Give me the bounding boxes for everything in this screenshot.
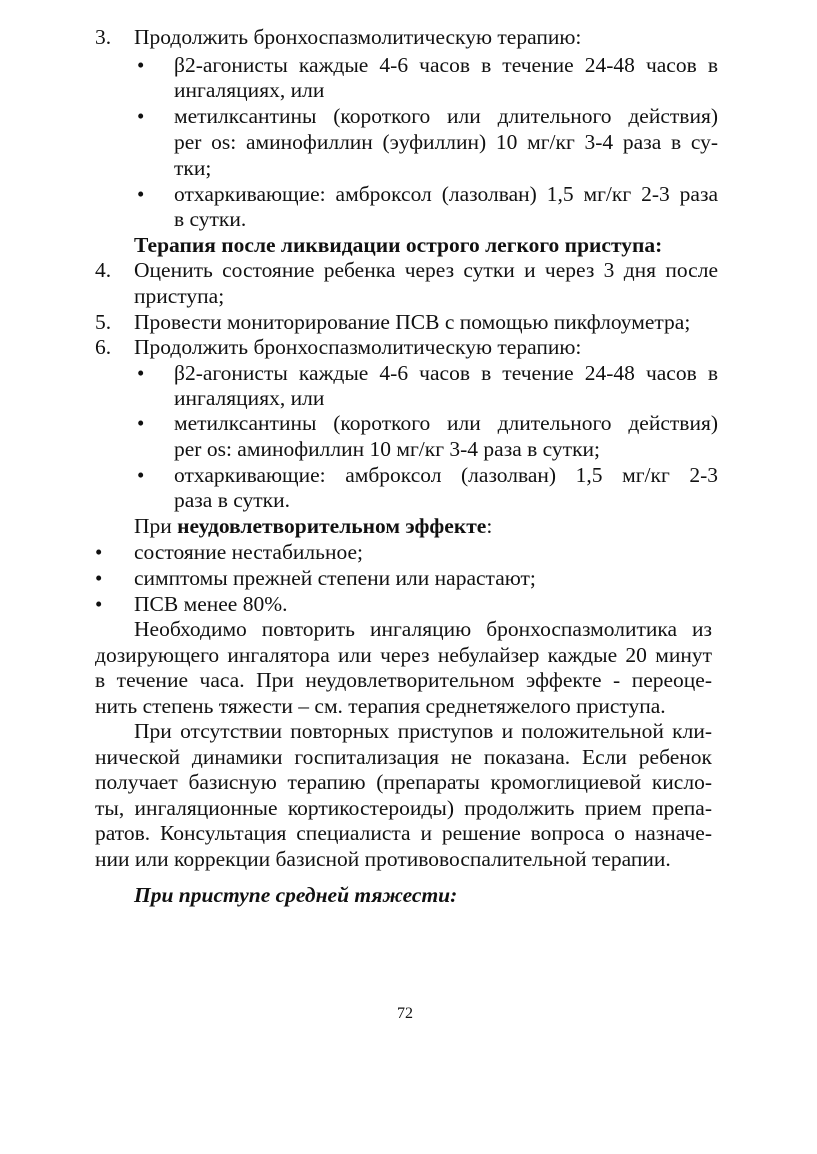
bullet-text: метилксантины (короткого или длительного действия) xyxy=(174,104,718,128)
bullet-mark: • xyxy=(95,540,103,564)
bullet-mark: • xyxy=(137,182,145,206)
paragraph-line: нить степень тяжести – см. терапия среднетяжелого приступа. xyxy=(95,694,666,718)
bullet-text: симптомы прежней степени или нарастают; xyxy=(134,566,536,590)
bullet-text: отхаркивающие: амброксол (лазолван) 1,5 мг/кг 2-3 xyxy=(174,463,718,487)
bullet-mark: • xyxy=(137,463,145,487)
list-item-text: Провести мониторирование ПСВ с помощью пикфлоуметра; xyxy=(134,310,691,334)
paragraph-line: ты, ингаляционные кортикостероиды) продолжить прием препа- xyxy=(95,796,712,820)
bullet-text: тки; xyxy=(174,156,212,180)
bullet-mark: • xyxy=(95,592,103,616)
bullet-text: метилксантины (короткого или длительного действия) xyxy=(174,411,718,435)
list-item-text: Продолжить бронхоспазмолитическую терапию: xyxy=(134,335,582,359)
bullet-mark: • xyxy=(95,566,103,590)
bullet-text: ингаляциях, или xyxy=(174,386,325,410)
paragraph-line: При отсутствии повторных приступов и положительной кли- xyxy=(134,719,712,743)
bullet-mark: • xyxy=(137,104,145,128)
bullet-text: β2-агонисты каждые 4-6 часов в течение 24-48 часов в xyxy=(174,361,718,385)
page-number: 72 xyxy=(397,1005,413,1022)
section-heading: При приступе средней тяжести: xyxy=(134,883,458,907)
bullet-text: per os: аминофиллин (эуфиллин) 10 мг/кг 3-4 раза в су- xyxy=(174,130,718,154)
bullet-mark: • xyxy=(137,411,145,435)
list-number: 4. xyxy=(95,258,112,282)
bullet-text: отхаркивающие: амброксол (лазолван) 1,5 мг/кг 2-3 раза xyxy=(174,182,718,206)
bullet-text: per os: аминофиллин 10 мг/кг 3-4 раза в сутки; xyxy=(174,437,600,461)
paragraph-line: получает базисную терапию (препараты кромоглициевой кисло- xyxy=(95,770,712,794)
bullet-text: в сутки. xyxy=(174,207,247,231)
list-item-text: Продолжить бронхоспазмолитическую терапию: xyxy=(134,25,582,49)
list-item-text: приступа; xyxy=(134,284,225,308)
paragraph-line: Необходимо повторить ингаляцию бронхоспазмолитика из xyxy=(134,617,712,641)
list-number: 3. xyxy=(95,25,112,49)
bullet-mark: • xyxy=(137,53,145,77)
subheading-line xyxy=(134,513,492,539)
bullet-text: ПСВ менее 80%. xyxy=(134,592,288,616)
paragraph-line: в течение часа. При неудовлетворительном эффекте - переоце- xyxy=(95,668,712,692)
subheading-emphasis: неудовлетворительном эффекте xyxy=(177,514,487,538)
paragraph-line: ратов. Консультация специалиста и решение вопроса о назначе- xyxy=(95,821,712,845)
paragraph-line: дозирующего ингалятора или через небулайзер каждые 20 минут xyxy=(95,643,712,667)
subheading-lead: При xyxy=(134,514,178,538)
section-heading: Терапия после ликвидации острого легкого приступа: xyxy=(134,233,663,257)
list-number: 6. xyxy=(95,335,112,359)
subheading-colon: : xyxy=(486,514,493,538)
bullet-text: ингаляциях, или xyxy=(174,78,325,102)
paragraph-line: нии или коррекции базисной противовоспалительной терапии. xyxy=(95,847,671,871)
bullet-text: β2-агонисты каждые 4-6 часов в течение 24-48 часов в xyxy=(174,53,718,77)
bullet-text: состояние нестабильное; xyxy=(134,540,363,564)
paragraph-line: нической динамики госпитализация не показана. Если ребенок xyxy=(95,745,712,769)
list-item-text: Оценить состояние ребенка через сутки и через 3 дня после xyxy=(134,258,718,282)
list-number: 5. xyxy=(95,310,112,334)
bullet-mark: • xyxy=(137,361,145,385)
bullet-text: раза в сутки. xyxy=(174,488,290,512)
